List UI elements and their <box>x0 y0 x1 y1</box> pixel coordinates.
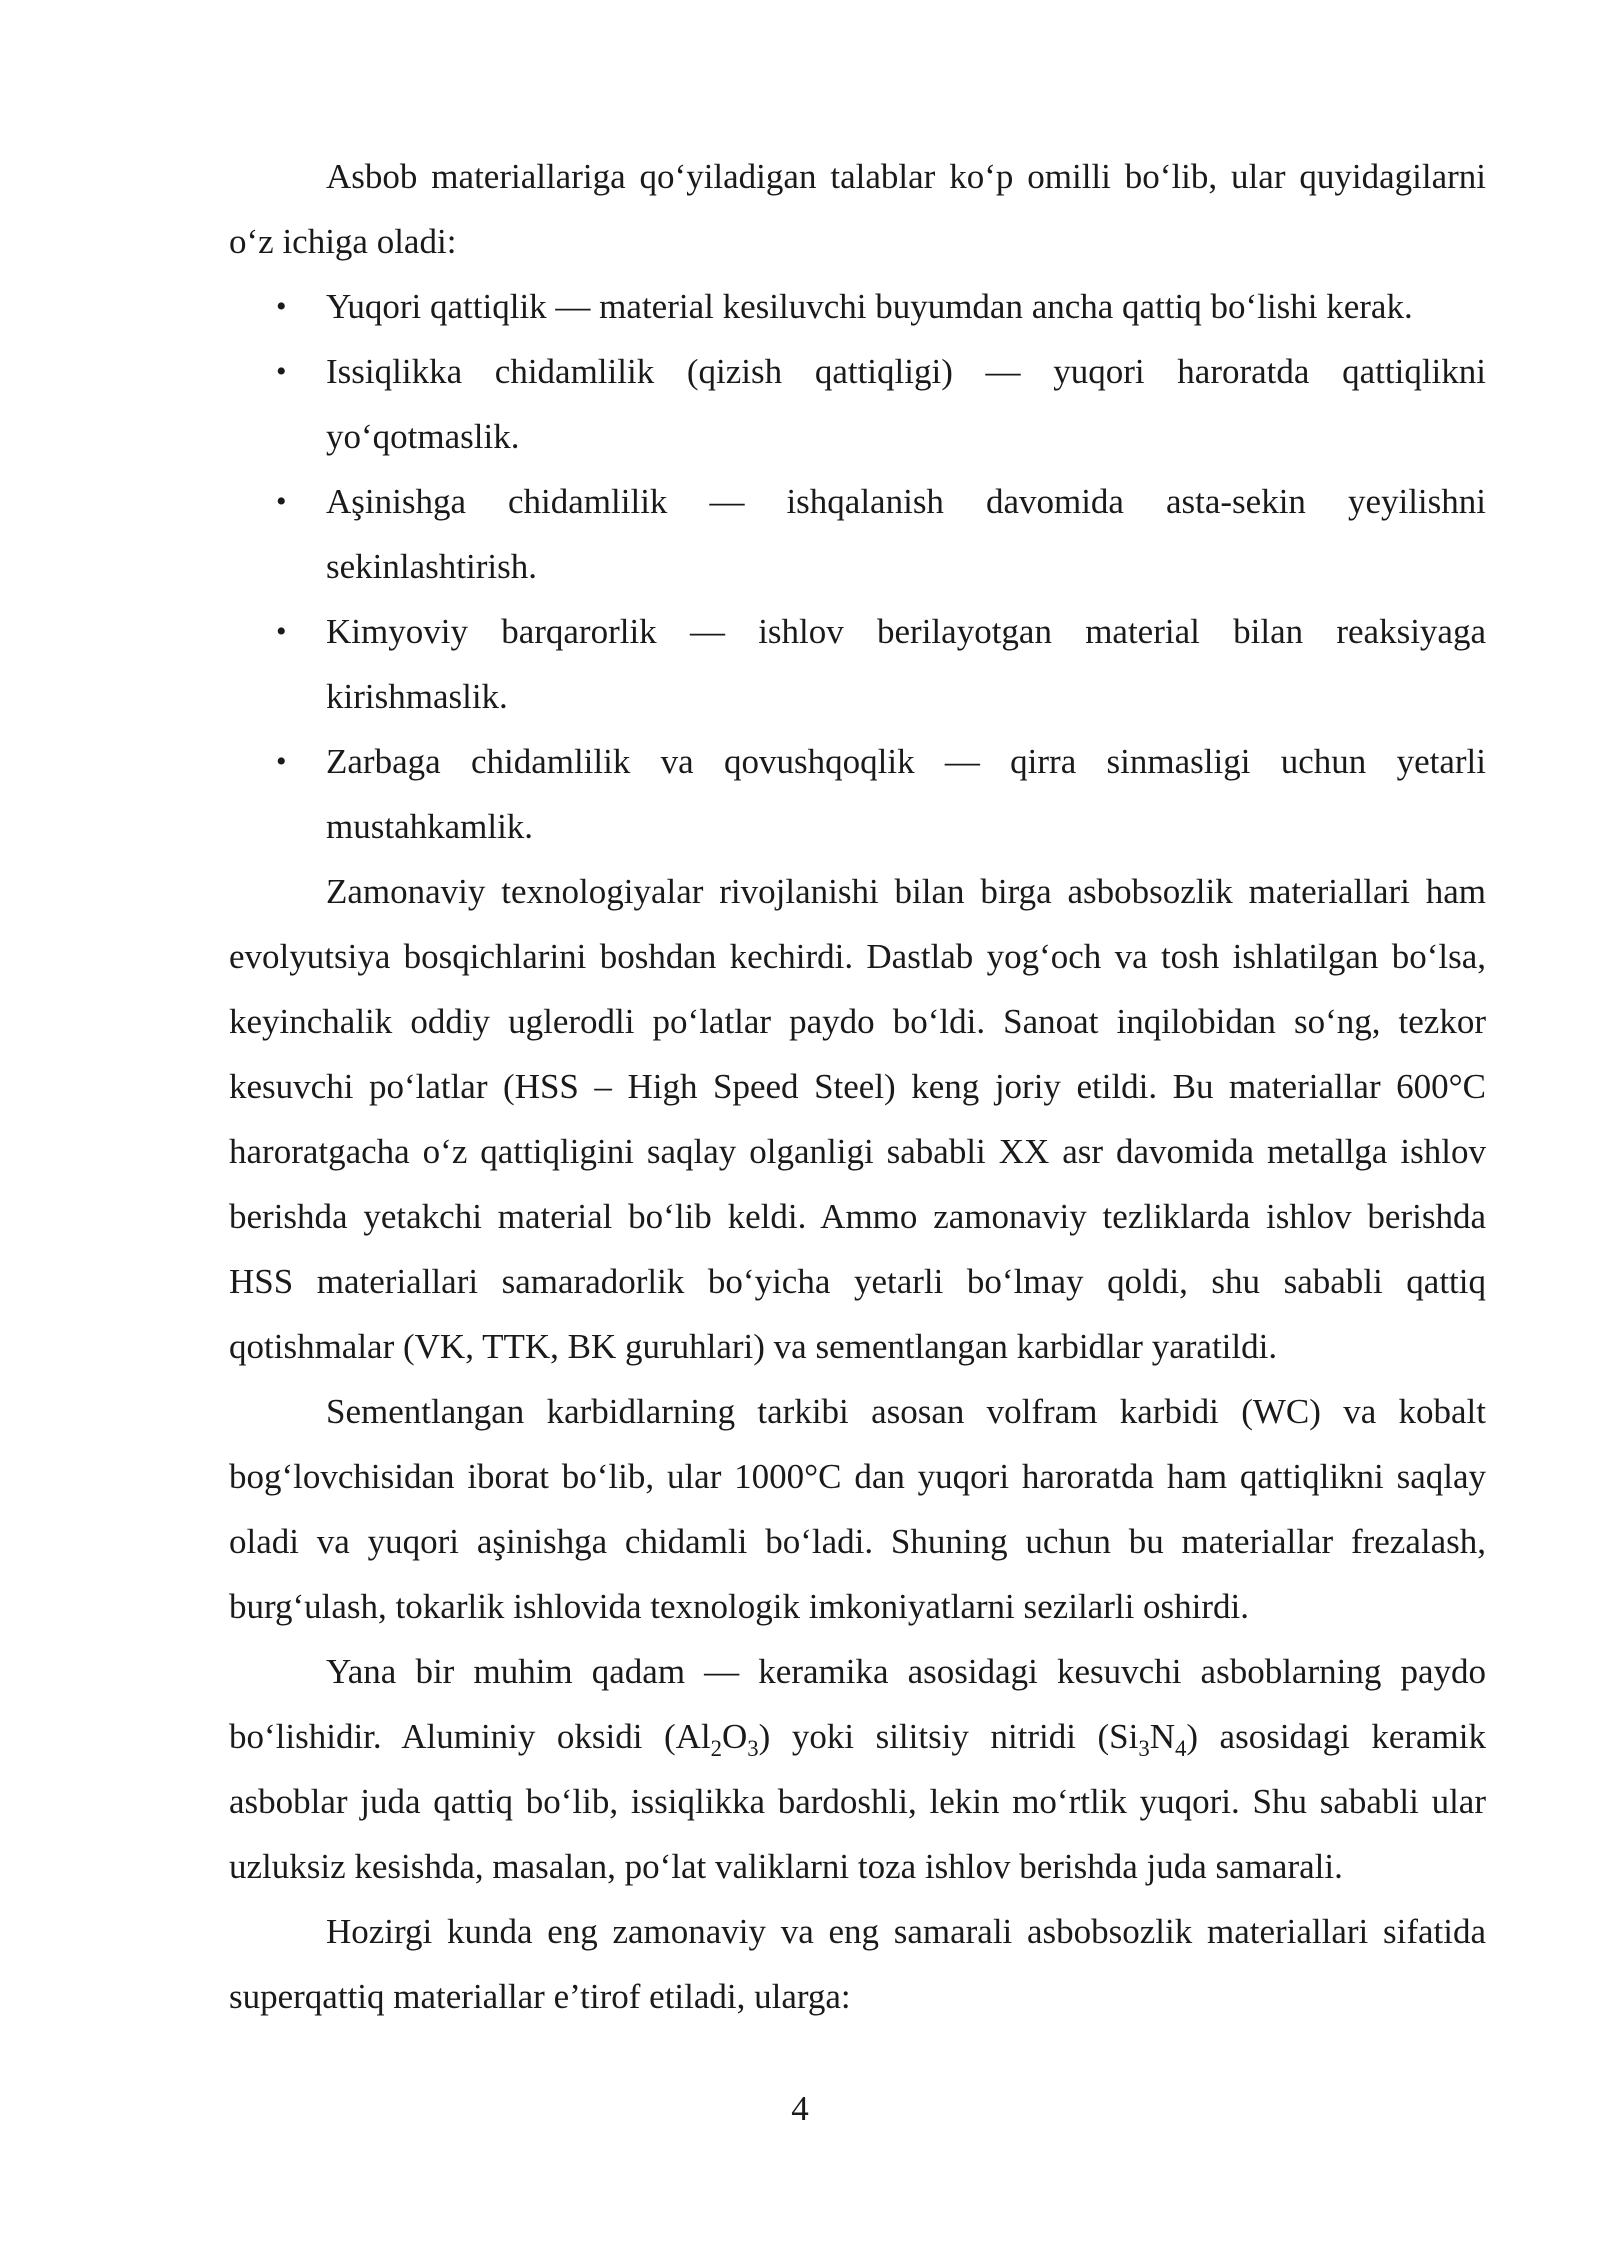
subscript-2: 2 <box>710 1735 723 1761</box>
ceramics-paragraph <box>229 1639 1486 1899</box>
carbides-paragraph: Sementlangan karbidlarning tarkibi asosan volfram karbidi (WC) va kobalt bog‘lovchisidan iborat bo‘lib, ular 1000°C dan yuqori haroratda ham qattiqlikni saqlay oladi va yuqori aşinishga chidamli bo‘ladi. Shuning uchun bu materiallar frezalash, burg‘ulash, tokarlik ishlovida texnologik imkoniyatlarni sezilarli oshirdi. <box>229 1392 1486 1626</box>
list-item-text: Issiqlikka chidamlilik (qizish qattiqligi) — yuqori haroratda qattiqlikni yo‘qotmaslik. <box>326 352 1486 456</box>
subscript-3: 3 <box>747 1735 759 1761</box>
ceramics-text-4: N <box>1149 1717 1176 1756</box>
list-item <box>229 339 1486 469</box>
list-item <box>229 274 1486 339</box>
superhard-paragraph: Hozirgi kunda eng zamonaviy va eng samarali asbobsozlik materiallari sifatida superqattiq materiallar e’tirof etiladi, ularga: <box>229 1912 1486 2016</box>
list-item-text: Aşinishga chidamlilik — ishqalanish davomida asta-sekin yeyilishni sekinlashtirish. <box>326 482 1486 586</box>
ceramics-text-1: Yana bir muhim qadam — keramika asosidagi kesuvchi asboblarning paydo bo‘lishidir. Aluminiy oksidi (Al <box>229 1652 1486 1756</box>
subscript-3b: 3 <box>1138 1735 1150 1761</box>
ceramics-text-5: ) asosidagi keramik asboblar juda qattiq bo‘lib, issiqlikka bardoshli, lekin mo‘rtlik yuqori. Shu sababli ular uzluksiz kesishda, masalan, po‘lat valiklarni toza ishlov berishda juda samarali. <box>229 1717 1486 1886</box>
intro-paragraph: Asbob materiallariga qo‘yiladigan talablar ko‘p omilli bo‘lib, ular quyidagilarni o‘z ichiga oladi: <box>229 157 1486 261</box>
ceramics-text-3: ) yoki silitsiy nitridi (Si <box>758 1717 1139 1756</box>
requirements-list <box>229 274 1486 859</box>
evolution-paragraph: Zamonaviy texnologiyalar rivojlanishi bilan birga asbobsozlik materiallari ham evolyutsiya bosqichlarini boshdan kechirdi. Dastlab yog‘och va tosh ishlatilgan bo‘lsa, keyinchalik oddiy uglerodli po‘latlar paydo bo‘ldi. Sanoat inqilobidan so‘ng, tezkor kesuvchi po‘latlar (HSS – High Speed Steel) keng joriy etildi. Bu materiallar 600°C haroratgacha o‘z qattiqligini saqlay olganligi sababli XX asr davomida metallga ishlov berishda yetakchi material bo‘lib keldi. Ammo zamonaviy tezliklarda ishlov berishda HSS materiallari samaradorlik bo‘yicha yetarli bo‘lmay qoldi, shu sababli qattiq qotishmalar (VK, TTK, BK guruhlari) va sementlangan karbidlar yaratildi. <box>229 872 1486 1366</box>
subscript-4: 4 <box>1175 1735 1187 1761</box>
ceramics-text-2: O <box>722 1717 748 1756</box>
list-item-text: Kimyoviy barqarorlik — ishlov berilayotgan material bilan reaksiyaga kirishmaslik. <box>326 612 1486 716</box>
bullet-icon: • <box>276 615 287 648</box>
page-number: 4 <box>791 2089 809 2128</box>
list-item <box>229 599 1486 729</box>
list-item <box>229 729 1486 859</box>
list-item-text: Zarbaga chidamlilik va qovushqoqlik — qirra sinmasligi uchun yetarli mustahkamlik. <box>326 742 1486 846</box>
list-item-text: Yuqori qattiqlik — material kesiluvchi buyumdan ancha qattiq bo‘lishi kerak. <box>326 287 1413 326</box>
bullet-icon: • <box>276 355 287 388</box>
bullet-icon: • <box>276 290 287 323</box>
page-body <box>229 144 1486 2029</box>
bullet-icon: • <box>276 485 287 518</box>
bullet-icon: • <box>276 745 287 778</box>
list-item <box>229 469 1486 599</box>
